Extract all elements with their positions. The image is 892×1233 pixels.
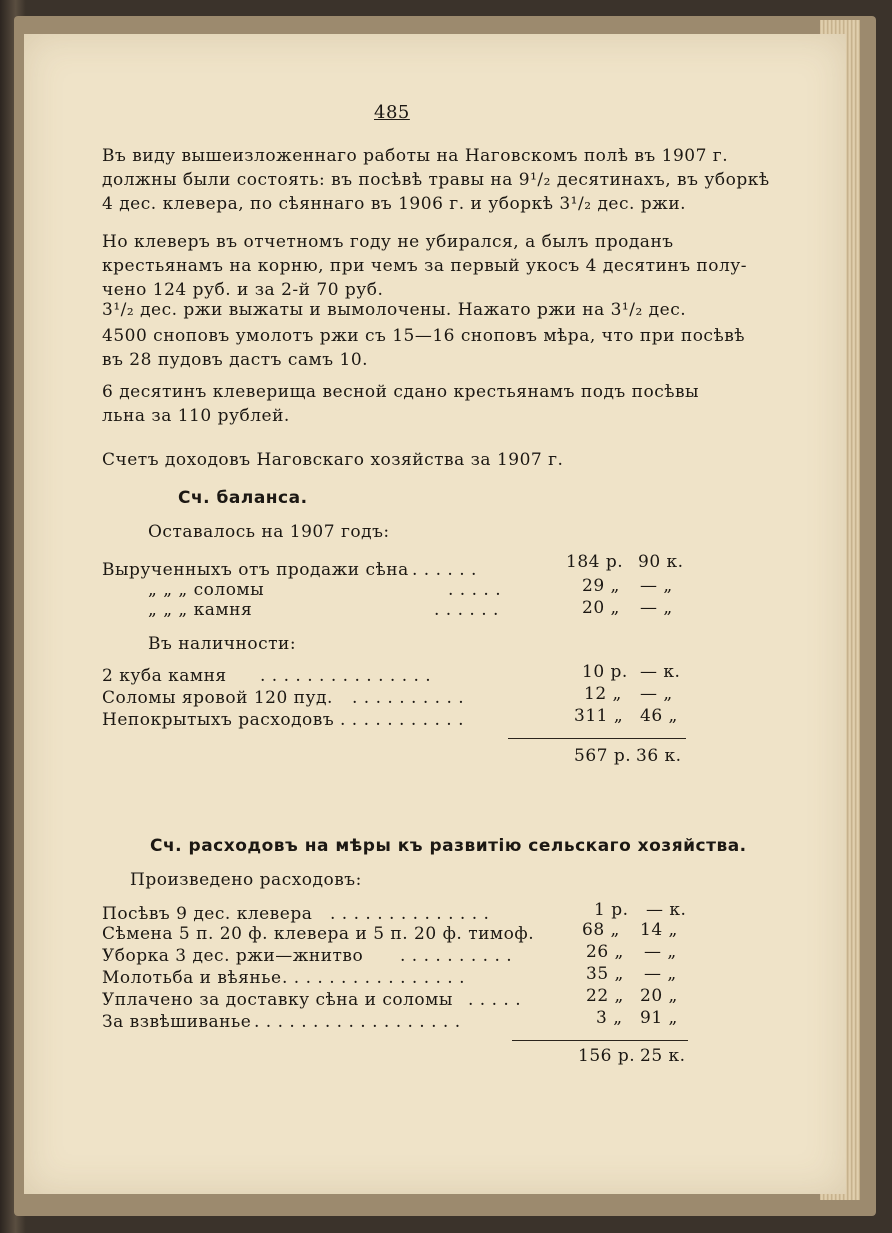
paragraph-1-line-1: Въ виду вышеизложеннаго работы на Наговскомъ полѣ въ 1907 г. bbox=[102, 146, 729, 166]
cash-row-2-label: Соломы яровой 120 пуд. bbox=[102, 688, 333, 708]
sales-row-1-rub: 184 р. bbox=[566, 552, 624, 572]
paragraph-4-line-2: льна за 110 рублей. bbox=[102, 406, 290, 426]
expense-row-6-rub: 3 „ bbox=[596, 1008, 623, 1028]
expense-row-2-kop: 14 „ bbox=[640, 920, 678, 940]
balance-subheading: Оставалось на 1907 годъ: bbox=[148, 522, 390, 542]
expense-row-1-dots: . . . . . . . . . . . . . . bbox=[330, 904, 490, 924]
paragraph-1-line-3: 4 дес. клевера, по сѣяннаго въ 1906 г. и уборкѣ 3¹/₂ дес. ржи. bbox=[102, 194, 687, 214]
sales-row-1-label: Вырученныхъ отъ продажи сѣна bbox=[102, 560, 409, 580]
expenses-heading: Сч. расходовъ на мѣры къ развитiю сельскаго хозяйства. bbox=[150, 836, 747, 856]
expense-row-5-rub: 22 „ bbox=[586, 986, 624, 1006]
sales-row-3-rub: 20 „ bbox=[582, 598, 620, 618]
cash-row-1-kop: — к. bbox=[640, 662, 681, 682]
sales-row-3-dots: . . . . . . bbox=[434, 600, 499, 620]
cash-row-1-rub: 10 р. bbox=[582, 662, 628, 682]
sales-row-1-kop: 90 к. bbox=[638, 552, 684, 572]
sales-row-1-dots: . . . . . . bbox=[412, 560, 477, 580]
sales-row-2-kop: — „ bbox=[640, 576, 673, 596]
cash-row-2-rub: 12 „ bbox=[584, 684, 622, 704]
expense-row-3-rub: 26 „ bbox=[586, 942, 624, 962]
expenses-subheading: Произведено расходовъ: bbox=[130, 870, 362, 890]
page-number: 485 bbox=[374, 102, 410, 123]
expenses-total-kop: 25 к. bbox=[640, 1046, 686, 1066]
expense-row-3-label: Уборка 3 дес. ржи—жнитво bbox=[102, 946, 364, 966]
sales-row-3-label: „ „ „ камня bbox=[148, 600, 253, 620]
expense-row-2-rub: 68 „ bbox=[582, 920, 620, 940]
paragraph-2-line-2: крестьянамъ на корню, при чемъ за первый укосъ 4 десятинъ полу- bbox=[102, 256, 748, 276]
expense-row-1-label: Посѣвъ 9 дес. клевера bbox=[102, 904, 313, 924]
paragraph-1-line-2: должны были состоять: въ посѣвѣ травы на 9¹/₂ десятинахъ, въ уборкѣ bbox=[102, 170, 770, 190]
paragraph-3-line-3: въ 28 пудовъ дастъ самъ 10. bbox=[102, 350, 369, 370]
expenses-total-rub: 156 р. bbox=[578, 1046, 636, 1066]
cash-row-3-rub: 311 „ bbox=[574, 706, 624, 726]
expense-row-1-kop: — к. bbox=[646, 900, 687, 920]
expenses-total-rule bbox=[512, 1040, 688, 1041]
expense-row-4-dots: . . . . . . . . . . . . . . . . bbox=[282, 968, 466, 988]
paragraph-4-line-1: 6 десятинъ клеверища весной сдано крестьянамъ подъ посѣвы bbox=[102, 382, 700, 402]
balance-total-kop: 36 к. bbox=[636, 746, 682, 766]
balance-heading: Сч. баланса. bbox=[178, 488, 308, 508]
expense-row-3-kop: — „ bbox=[644, 942, 677, 962]
expense-row-1-rub: 1 р. bbox=[594, 900, 629, 920]
expense-row-5-dots: . . . . . bbox=[468, 990, 522, 1010]
paragraph-2-line-1: Но клеверъ въ отчетномъ году не убирался, а былъ проданъ bbox=[102, 232, 674, 252]
cash-heading: Въ наличности: bbox=[148, 634, 297, 654]
cash-row-1-label: 2 куба камня bbox=[102, 666, 227, 686]
cash-row-3-label: Непокрытыхъ расходовъ bbox=[102, 710, 335, 730]
sales-row-2-label: „ „ „ соломы bbox=[148, 580, 265, 600]
sales-row-2-dots: . . . . . bbox=[448, 580, 502, 600]
balance-total-rub: 567 р. bbox=[574, 746, 632, 766]
expense-row-4-label: Молотьба и вѣянье bbox=[102, 968, 282, 988]
expense-row-2-label: Сѣмена 5 п. 20 ф. клевера и 5 п. 20 ф. тимоф. bbox=[102, 924, 535, 944]
expense-row-5-label: Уплачено за доставку сѣна и соломы bbox=[102, 990, 453, 1010]
expense-row-6-kop: 91 „ bbox=[640, 1008, 678, 1028]
paragraph-3-line-2: 4500 сноповъ умолотъ ржи съ 15—16 сноповъ мѣра, что при посѣвѣ bbox=[102, 326, 746, 346]
balance-total-rule bbox=[508, 738, 686, 739]
accounts-title: Счетъ доходовъ Наговскаго хозяйства за 1907 г. bbox=[102, 450, 564, 470]
cash-row-3-kop: 46 „ bbox=[640, 706, 678, 726]
cash-row-1-dots: . . . . . . . . . . . . . . . bbox=[260, 666, 432, 686]
paragraph-3-line-1: 3¹/₂ дес. ржи выжаты и вымолочены. Нажато ржи на 3¹/₂ дес. bbox=[102, 300, 687, 320]
expense-row-6-label: За взвѣшиванье bbox=[102, 1012, 252, 1032]
expense-row-5-kop: 20 „ bbox=[640, 986, 678, 1006]
paragraph-2-line-3: чено 124 руб. и за 2-й 70 руб. bbox=[102, 280, 384, 300]
sales-row-2-rub: 29 „ bbox=[582, 576, 620, 596]
sales-row-3-kop: — „ bbox=[640, 598, 673, 618]
expense-row-3-dots: . . . . . . . . . . bbox=[400, 946, 513, 966]
cash-row-2-kop: — „ bbox=[640, 684, 673, 704]
expense-row-6-dots: . . . . . . . . . . . . . . . . . . bbox=[254, 1012, 461, 1032]
cash-row-3-dots: . . . . . . . . . . . bbox=[340, 710, 464, 730]
expense-row-4-kop: — „ bbox=[644, 964, 677, 984]
cash-row-2-dots: . . . . . . . . . . bbox=[352, 688, 465, 708]
expense-row-4-rub: 35 „ bbox=[586, 964, 624, 984]
